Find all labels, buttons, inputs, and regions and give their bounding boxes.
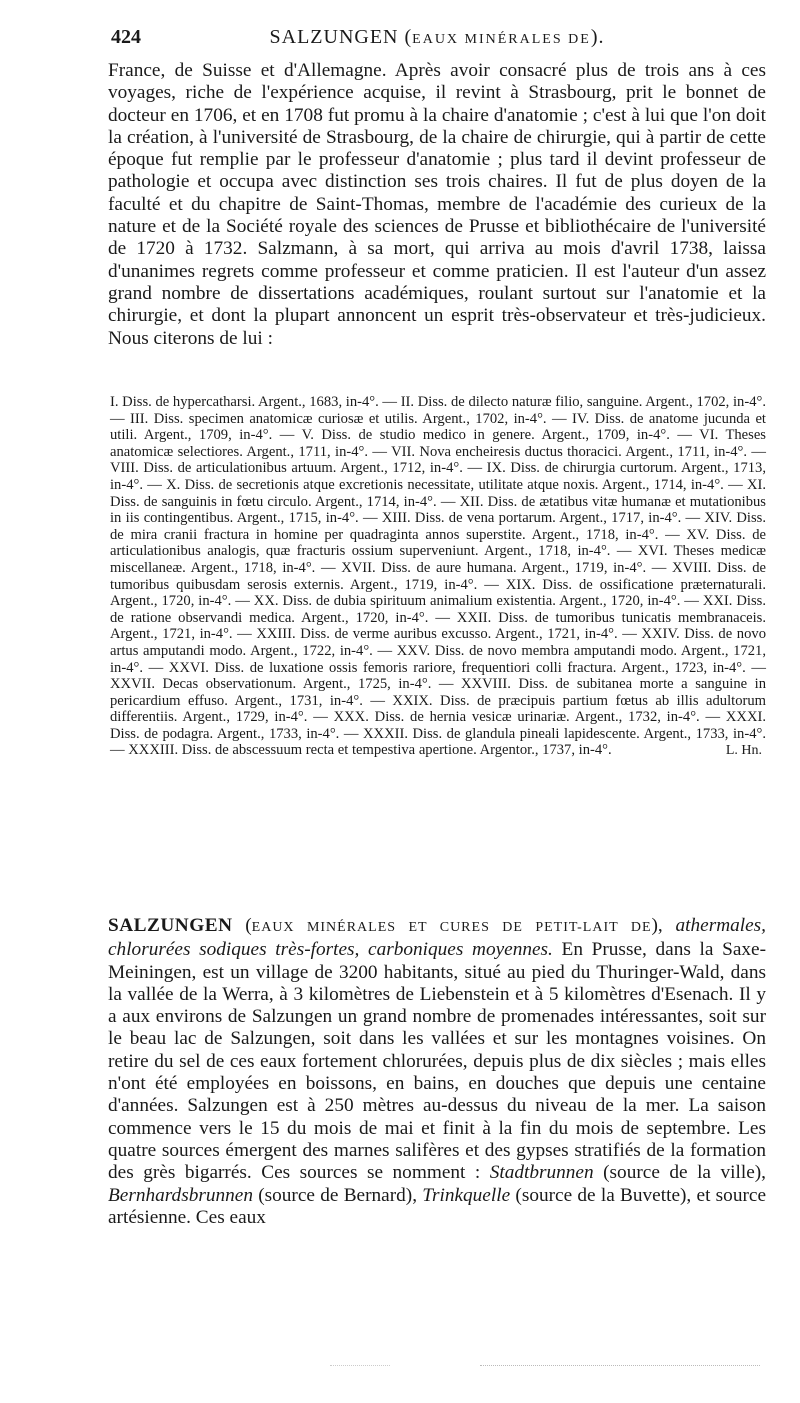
- page-footer-mark-right: [480, 1365, 760, 1366]
- paragraph-salzmann-biography: France, de Suisse et d'Allemagne. Après avoir consacré plus de trois ans à ces voyages, riche de l'expérience acquise, il revint à Strasbourg, prit le bonnet de docteur en 1706, et en 1708 fut promu à la chaire d'anatomie ; c'est à lui que l'on doit la création, à l'université de Strasbourg, de la chaire de chirurgie, qui à partir de cette époque fut remplie par le professeur d'anatomie ; plus tard il devint professeur de pathologie et occupa avec distinction ses trois chaires. Il fut de plus doyen de la faculté et du chapitre de Saint-Thomas, membre de l'académie des curieux de la nature et de la Société royale des sciences de Prusse et bibliothécaire de l'université de 1720 à 1732. Salzmann, à sa mort, qui arriva au mois d'avril 1738, laissa d'unanimes regrets comme professeur et comme praticien. Il est l'auteur d'un assez grand nombre de dissertations académiques, roulant surtout sur l'anatomie et la chirurgie, et dont la plupart annoncent un esprit très-observateur et très-judicieux. Nous citerons de lui :: [108, 60, 766, 349]
- entry-text-c: (source de Bernard),: [252, 1184, 423, 1206]
- source-bernhardsbrunnen: Bernhardsbrunnen: [108, 1184, 253, 1206]
- page-footer-mark-left: [330, 1365, 390, 1366]
- running-title-main: SALZUNGEN (: [269, 26, 413, 48]
- entry-open-paren: (: [232, 915, 252, 936]
- bibliography-block: [110, 394, 766, 760]
- entry-subtitle: EAUX MINÉRALES ET CURES DE PETIT-LAIT DE: [251, 920, 652, 935]
- running-title-close: ).: [590, 26, 605, 48]
- source-stadtbrunnen: Stadtbrunnen: [489, 1162, 594, 1184]
- entry-text-a: En Prusse, dans la Saxe-Meiningen, est un village de 3200 habitants, situé au pied du Thuringer-Wald, dans la vallée de la Werra, à 3 kilomètres de Liebenstein et à 5 kilomètres d'Esenach. Il y a aux environs de Salzungen un grand nombre de promenades intéressantes, soit sur le beau lac de Salzungen, soit dans les vallées et sur les montagnes voisines. On retire du sel de ces eaux fortement chlorurées, depuis plus de dix siècles ; mais elles n'ont été employées en boissons, en bains, en douches que depuis une centaine d'années. Salzungen est à 250 mètres au-dessus du niveau de la mer. La saison commence vers le 15 du mois de mai et finit à la fin du mois de septembre. Les quatre sources émergent des marnes salifères et des gypses stratifiés de la formation des grès bigarrés. Ces sources se nomment :: [108, 939, 766, 1184]
- running-title: [111, 26, 763, 49]
- source-trinkquelle: Trinkquelle: [422, 1184, 511, 1206]
- running-header: [111, 24, 763, 60]
- paragraph-salzungen-entry: [108, 915, 766, 1229]
- bibliography-list: I. Diss. de hypercatharsi. Argent., 1683, in-4°. — II. Diss. de dilecto naturæ filio, sanguine. Argent., 1702, in-4°. — III. Diss. specimen anatomicæ curiosæ et utilis. Argent., 1702, in-4°. — IV. Diss. de anatome jucunda et utili. Argent., 1709, in-4°. — V. Diss. de studio medico in genere. Argent., 1709, in-4°. — VI. Theses anatomicæ selectiores. Argent., 1711, in-4°. — VII. Nova encheiresis ductus thoracici. Argent., 1711, in-4°. — VIII. Diss. de articulationibus artuum. Argent., 1712, in-4°. — IX. Diss. de chirurgia curtorum. Argent., 1713, in-4°. — X. Diss. de secretionis atque excretionis necessitate, utilitate atque noxis. Argent., 1714, in-4°. — XI. Diss. de sanguinis in fœtu circulo. Argent., 1714, in-4°. — XII. Diss. de ætatibus vitæ humanæ et mutationibus in iis contingentibus. Argent., 1715, in-4°. — XIII. Diss. de vena portarum. Argent., 1717, in-4°. — XIV. Diss. de mira cranii fractura in homine per quadraginta annos superstite. Argent., 1718, in-4°. — XV. Diss. de articulationibus analogis, quæ fracturis ossium superveniunt. Argent., 1718, in-4°. — XVI. Theses medicæ miscellaneæ. Argent., 1718, in-4°. — XVII. Diss. de aure humana. Argent., 1719, in-4°. — XVIII. Diss. de tumoribus quibusdam serosis externis. Argent., 1719, in-4°. — XIX. Diss. de ossificatione præternaturali. Argent., 1720, in-4°. — XX. Diss. de dubia spirituum animalium existentia. Argent., 1720, in-4°. — XXI. Diss. de ratione observandi medica. Argent., 1720, in-4°. — XXII. Diss. de tumoribus tunicatis membranaceis. Argent., 1721, in-4°. — XXIII. Diss. de verme auribus excusso. Argent., 1721, in-4°. — XXIV. Diss. de novo artus amputandi modo. Argent., 1722, in-4°. — XXV. Diss. de novo membra amputandi modo. Argent., 1721, in-4°. — XXVI. Diss. de luxatione ossis femoris rariore, frequentiori colli fractura. Argent., 1723, in-4°. — XXVII. Decas observationum. Argent., 1725, in-4°. — XXVIII. Diss. de subitanea morte a sanguine in pericardium effuso. Argent., 1731, in-4°. — XXIX. Diss. de præcipuis partium fœtus ab illis adultorum differentiis. Argent., 1729, in-4°. — XXX. Diss. de hernia vesicæ urinariæ. Argent., 1732, in-4°. — XXXI. Diss. de podagra. Argent., 1733, in-4°. — XXXII. Diss. de glandula pineali lapidescente. Argent., 1733, in-4°. — XXXIII. Diss. de abscessuum recta et tempestiva apertione. Argentor., 1737, in-4°.: [110, 394, 766, 759]
- entry-close-paren: ),: [651, 915, 676, 936]
- author-signature: L. Hn.: [725, 743, 762, 759]
- entry-classification: athermales, chlorurées sodiques très-fortes, carboniques moyennes.: [108, 915, 767, 961]
- running-title-small: EAUX MINÉRALES DE: [412, 32, 591, 47]
- entry-text-b: (source de la ville),: [593, 1162, 766, 1184]
- entry-text-d: (source de la Buvette), et source artésienne. Ces eaux: [108, 1184, 767, 1228]
- page-number: 424: [111, 26, 141, 48]
- entry-headword: SALZUNGEN: [108, 915, 233, 936]
